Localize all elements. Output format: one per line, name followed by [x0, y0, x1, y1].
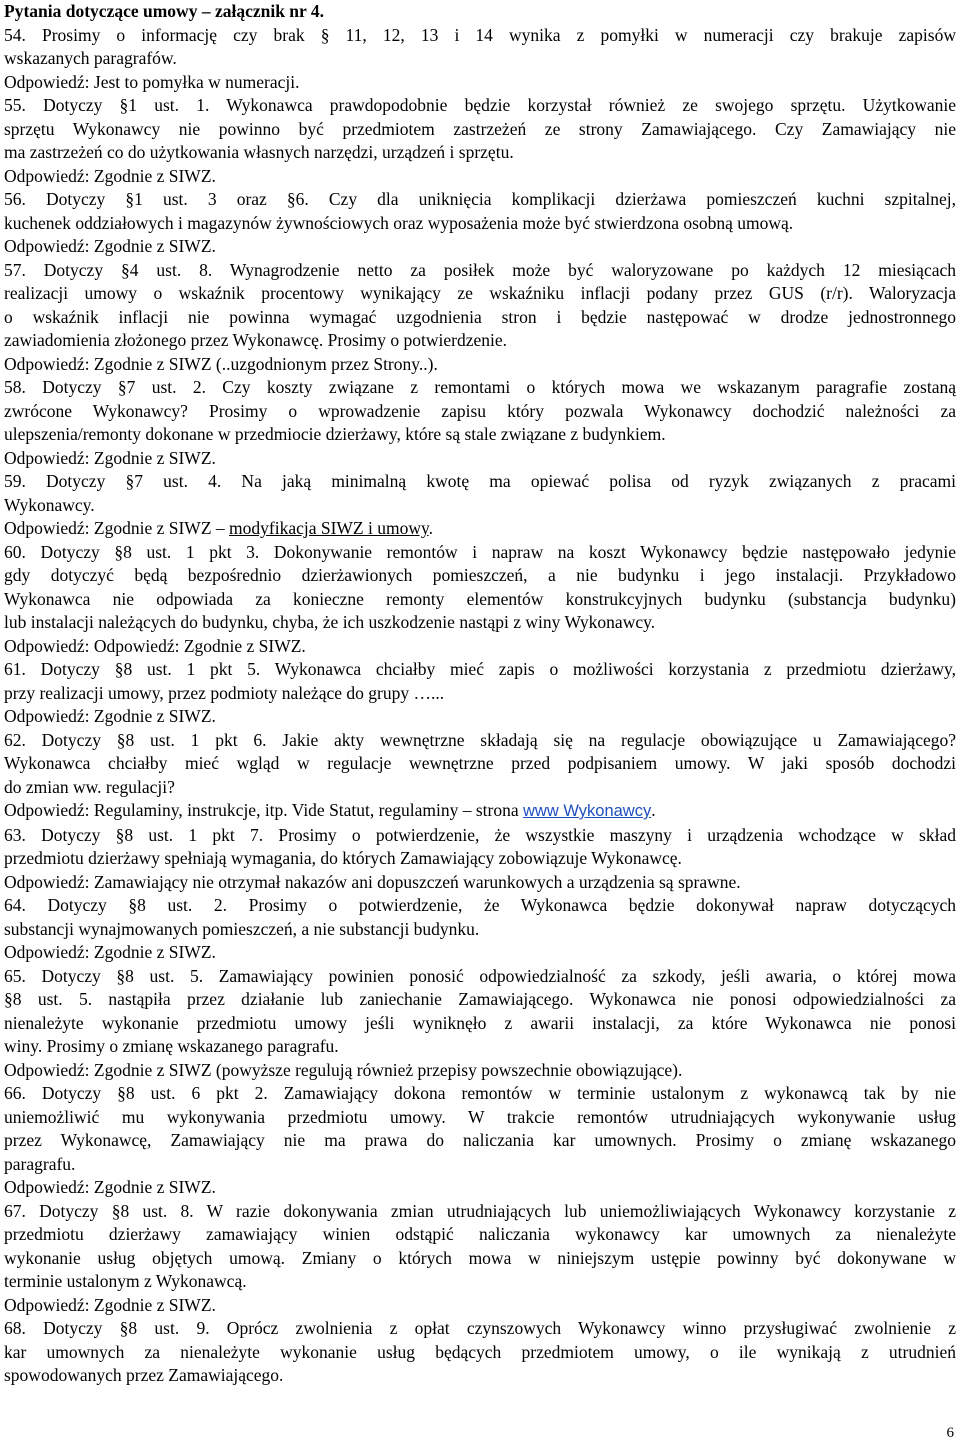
text-line: Odpowiedź: Zgodnie z SIWZ.: [4, 165, 216, 186]
text-line: sprzętu Wykonawcy nie powinno być przedmiotem zastrzeżeń ze strony Zamawiającego. Czy Zamawiający nie: [4, 118, 956, 139]
text-line: wskazanych paragrafów.: [4, 48, 177, 68]
text-line: 68. Dotyczy §8 ust. 9. Oprócz zwolnienia z opłat czynszowych Wykonawcy winno przysługiwać zwolnienie z: [4, 1318, 956, 1338]
text-line: Odpowiedź: Jest to pomyłka w numeracji.: [4, 71, 300, 92]
text-line: 66. Dotyczy §8 ust. 6 pkt 2. Zamawiający dokona remontów w terminie ustalonym z wykonawcą tak by nie: [4, 1083, 956, 1103]
text-line: uniemożliwić mu wykonywania przedmiotu umowy. W trakcie remontów utrudniających wykonywanie usług: [4, 1106, 956, 1127]
text-line: §8 ust. 5. nastąpiła przez działanie lub zaniechanie Zamawiającego. Wykonawca nie ponosi odpowiedzialności za: [4, 989, 956, 1009]
text-line: nienależyte wykonanie przedmiotu umowy jeśli wyniknęło z awarii instalacji, za które Wykonawca nie ponosi: [4, 1012, 956, 1033]
answer-62-suffix: .: [651, 800, 656, 820]
text-line: Odpowiedź: Zgodnie z SIWZ (..uzgodnionym przez Strony..).: [4, 353, 438, 374]
text-line: o wskaźnik inflacji nie powinna wymagać uzgodnienia stron i będzie następować w drodze jednostronnego: [4, 306, 956, 327]
text-line: kar umownych za nienależyte wykonanie usług będących przedmiotem umowy, o ile wynikają z utrudnień: [4, 1341, 956, 1362]
answer-62-prefix: Odpowiedź: Regulaminy, instrukcje, itp. Vide Statut, regulaminy – strona: [4, 800, 524, 820]
contractor-website-link[interactable]: www Wykonawcy: [523, 802, 652, 820]
text-line: zawiadomienia złożonego przez Wykonawcę. Prosimy o potwierdzenie.: [4, 330, 508, 350]
text-line: 54. Prosimy o informację czy brak § 11, 12, 13 i 14 wynika z pomyłki w numeracji czy brakuje zapisów: [4, 24, 956, 45]
text-line: Odpowiedź: Zgodnie z SIWZ.: [4, 942, 216, 962]
text-line: przedmiotu dzierżawy spełniają wymagania, do których Zamawiający zobowiązuje Wykonawcę.: [4, 848, 682, 868]
text-line: kuchenek oddziałowych i magazynów żywnościowych oraz wyposażenia może być stwierdzona osobną umową.: [4, 212, 794, 233]
text-line: 59. Dotyczy §7 ust. 4. Na jaką minimalną kwotę ma opiewać polisa od ryzyk związanych z pracami: [4, 471, 956, 491]
text-line: substancji wynajmowanych pomieszczeń, a nie substancji budynku.: [4, 918, 480, 939]
text-line: Odpowiedź: Zamawiający nie otrzymał nakazów ani dopuszczeń warunkowych a urządzenia są sprawne.: [4, 871, 741, 892]
text-line: spowodowanych przez Zamawiającego.: [4, 1365, 284, 1385]
text-line: 57. Dotyczy §4 ust. 8. Wynagrodzenie netto za posiłek może być waloryzowane po każdych 12 miesiącach: [4, 259, 956, 280]
document-body: [4, 24, 956, 1388]
text-line: Odpowiedź: Odpowiedź: Zgodnie z SIWZ.: [4, 635, 306, 656]
text-line: lub instalacji należących do budynku, chyba, że ich uszkodzenie nastąpi z winy Wykonawcy.: [4, 612, 656, 632]
text-line: winy. Prosimy o zmianę wskazanego paragrafu.: [4, 1036, 339, 1056]
text-line: 63. Dotyczy §8 ust. 1 pkt 7. Prosimy o potwierdzenie, że wszystkie maszyny i urządzenia wchodzące w skład: [4, 824, 956, 845]
text-line: 60. Dotyczy §8 ust. 1 pkt 3. Dokonywanie remontów i napraw na koszt Wykonawcy będzie następowało jedynie: [4, 541, 956, 562]
text-line: Odpowiedź: Zgodnie z SIWZ (powyższe regulują również przepisy powszechnie obowiązujące).: [4, 1059, 683, 1080]
text-line: Odpowiedź: Zgodnie z SIWZ.: [4, 706, 216, 726]
answer-59: [4, 517, 956, 541]
answer-59-underlined: modyfikacja SIWZ i umowy: [229, 518, 429, 538]
text-line: zwrócone Wykonawcy? Prosimy o wprowadzenie zapisu który pozwala Wykonawcy dochodzić należności za: [4, 400, 956, 421]
text-line: ma zastrzeżeń co do użytkowania własnych narzędzi, urządzeń i sprzętu.: [4, 142, 514, 162]
text-line: Odpowiedź: Zgodnie z SIWZ.: [4, 1177, 216, 1197]
text-line: gdy dotyczyć będą bezpośrednio dzierżawionych pomieszczeń, a nie budynku i jego instalacji. Przykładowo: [4, 565, 956, 585]
page-number: 6: [946, 1425, 954, 1441]
text-line: wykonanie usług objętych umową. Zmiany o których mowa w niniejszym ustępie powinny być dokonywane w: [4, 1247, 956, 1268]
text-line: 55. Dotyczy §1 ust. 1. Wykonawca prawdopodobnie będzie korzystał również ze swojego sprzętu. Użytkowanie: [4, 95, 956, 115]
text-line: Odpowiedź: Zgodnie z SIWZ.: [4, 1294, 216, 1315]
text-line: Wykonawca chciałby mieć wgląd w regulacje wewnętrzne przed podpisaniem umowy. W jaki sposób dochodzi: [4, 753, 956, 773]
text-line: 61. Dotyczy §8 ust. 1 pkt 5. Wykonawca chciałby mieć zapis o możliwości korzystania z przedmiotu dzierżawy,: [4, 659, 956, 679]
text-line: przy realizacji umowy, przez podmioty należące do grupy …...: [4, 682, 445, 703]
text-line: 62. Dotyczy §8 ust. 1 pkt 6. Jakie akty wewnętrzne składają się na regulacje obowiązujące u Zamawiającego?: [4, 729, 956, 750]
text-line: Odpowiedź: Zgodnie z SIWZ.: [4, 447, 216, 468]
text-line: ulepszenia/remonty dokonane w przedmiocie dzierżawy, które są stale związane z budynkiem.: [4, 424, 666, 444]
answer-62: [4, 799, 956, 824]
text-line: paragrafu.: [4, 1153, 76, 1174]
text-line: do zmian ww. regulacji?: [4, 776, 175, 797]
document-heading: Pytania dotyczące umowy – załącznik nr 4.: [4, 1, 324, 21]
text-line: Odpowiedź: Zgodnie z SIWZ.: [4, 236, 216, 256]
answer-59-suffix: .: [428, 518, 433, 538]
text-line: 67. Dotyczy §8 ust. 8. W razie dokonywania zmian utrudniających lub uniemożliwiających Wykonawcy korzystanie z: [4, 1200, 956, 1221]
text-line: realizacji umowy o wskaźnik procentowy wynikający ze wskaźniku inflacji podany przez GUS (r/r). Waloryzacja: [4, 283, 956, 303]
text-line: przez Wykonawcę, Zamawiający nie ma prawa do naliczania kar umownych. Prosimy o zmianę wskazanego: [4, 1130, 956, 1150]
text-line: 58. Dotyczy §7 ust. 2. Czy koszty związane z remontami o których mowa we wskazanym paragrafie zostaną: [4, 377, 956, 397]
text-line: Wykonawca nie odpowiada za konieczne remonty elementów konstrukcyjnych budynku (substancja budynku): [4, 588, 956, 609]
text-line: przedmiotu dzierżawy zamawiający winien odstąpić naliczania wykonawcy kar umownych za nienależyte: [4, 1224, 956, 1244]
text-line: Wykonawcy.: [4, 494, 95, 515]
answer-59-prefix: Odpowiedź: Zgodnie z SIWZ –: [4, 518, 230, 538]
text-line: 56. Dotyczy §1 ust. 3 oraz §6. Czy dla uniknięcia komplikacji dzierżawa pomieszczeń kuchni szpitalnej,: [4, 189, 956, 209]
text-line: 64. Dotyczy §8 ust. 2. Prosimy o potwierdzenie, że Wykonawca będzie dokonywał napraw dotyczących: [4, 895, 956, 915]
document-page: [4, 0, 956, 1388]
text-line: 65. Dotyczy §8 ust. 5. Zamawiający powinien ponosić odpowiedzialność za szkody, jeśli awaria, o której mowa: [4, 965, 956, 986]
text-line: terminie ustalonym z Wykonawcą.: [4, 1271, 247, 1291]
